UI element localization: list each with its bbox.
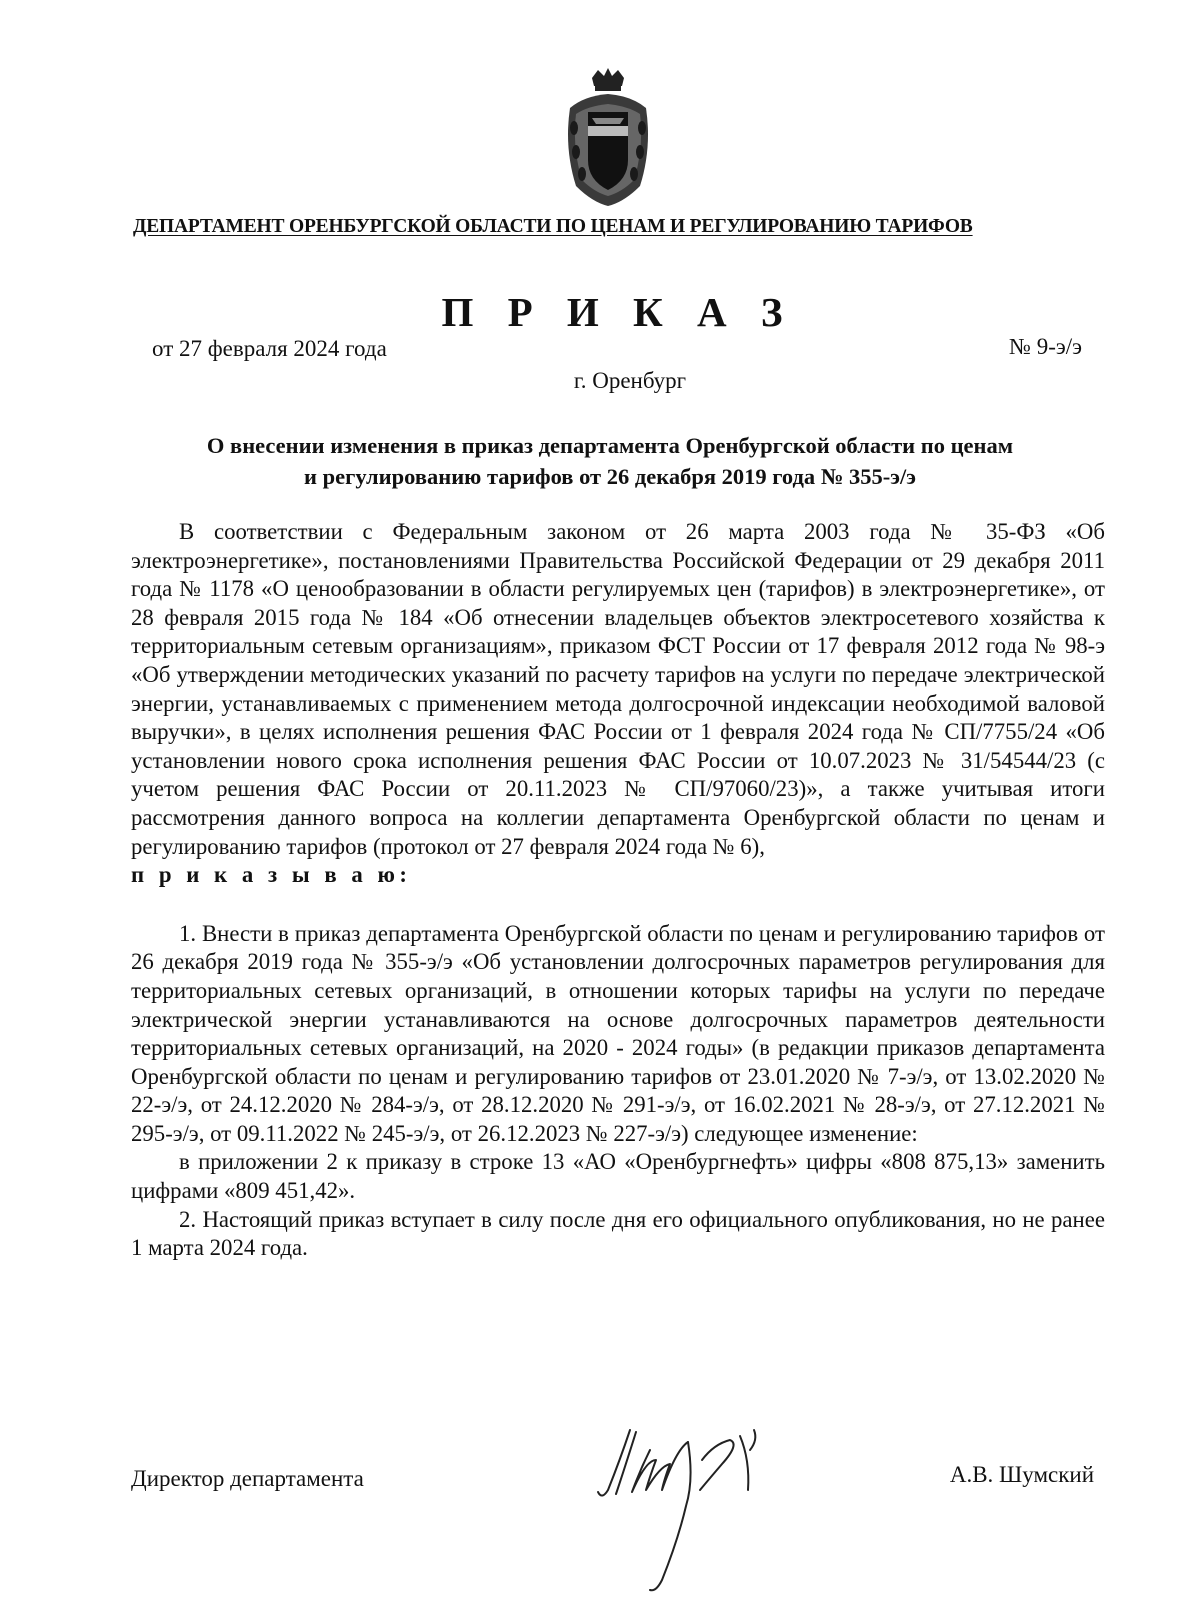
preamble-text: В соответствии с Федеральным законом от 26 марта 2003 года № 35-ФЗ «Об электроэнергетике», постановлениями Правительства Российской Федерации от 29 декабря 2011 года № 1178 «О ценообразовании в области регулируемых цен (тарифов) в электроэнергетике», от 28 февраля 2015 года № 184 «Об отнесении владельцев объектов электросетевого хозяйства к территориальным сетевым организациям», приказом ФСТ России от 17 февраля 2012 года № 98-э «Об утверждении методических указаний по расчету тарифов на услуги по передаче электрической энергии, устанавливаемых с применением метода долгосрочной индексации необходимой валовой выручки», в целях исполнения решения ФАС России от 1 февраля 2024 года № СП/7755/24 «Об установлении нового срока исполнения решения ФАС России от 10.07.2023 № 31/54544/23 (с учетом решения ФАС России от 20.11.2023 № СП/97060/23)», а также учитывая итоги рассмотрения данного вопроса на коллегии департамента Оренбургской области по ценам и регулированию тарифов (протокол от 27 февраля 2024 года № 6),	[131, 519, 1105, 859]
signer-name: А.В. Шумский	[949, 1462, 1094, 1487]
department-name: ДЕПАРТАМЕНТ ОРЕНБУРГСКОЙ ОБЛАСТИ ПО ЦЕНАМ И РЕГУЛИРОВАНИЮ ТАРИФОВ	[133, 216, 973, 237]
signer-position: Директор департамента	[131, 1466, 364, 1491]
document-title: П Р И К А З	[441, 289, 795, 335]
order-body	[131, 518, 1105, 1263]
order-date: от 27 февраля 2024 года	[152, 336, 387, 361]
order-number: № 9-э/э	[1009, 334, 1082, 359]
order-subject	[120, 430, 1100, 492]
item-1-paragraph: 1. Внести в приказ департамента Оренбургской области по ценам и регулированию тарифов от 26 декабря 2019 года № 355-э/э «Об установлении долгосрочных параметров регулирования для территориальных сетевых организаций, в отношении которых тарифы на услуги по передаче электрической энергии устанавливаются на основе долгосрочных параметров деятельности территориальных сетевых организаций, на 2020 - 2024 годы» (в редакции приказов департамента Оренбургской области по ценам и регулированию тарифов от 23.01.2020 № 7-э/э, от 13.02.2020 № 22-э/э, от 24.12.2020 № 284-э/э, от 28.12.2020 № 291-э/э, от 16.02.2021 № 28-э/э, от 27.12.2021 № 295-э/э, от 09.11.2022 № 245-э/э, от 26.12.2023 № 227-э/э) следующее изменение:	[131, 920, 1105, 1146]
subject-line-2: и регулированию тарифов от 26 декабря 2019 года № 355-э/э	[304, 464, 916, 489]
preamble-paragraph	[131, 518, 1105, 890]
item-1-detail-paragraph: в приложении 2 к приказу в строке 13 «АО «Оренбургнефть» цифры «808 875,13» заменить цифрами «809 451,42».	[131, 1149, 1105, 1204]
order-city: г. Оренбург	[573, 368, 687, 393]
decree-word: п р и к а з ы в а ю:	[131, 862, 412, 888]
handwritten-signature-icon	[590, 1420, 790, 1595]
item-2-paragraph: 2. Настоящий приказ вступает в силу после дня его официального опубликования, но не ранее 1 марта 2024 года.	[131, 1206, 1105, 1261]
subject-line-1: О внесении изменения в приказ департамента Оренбургской области по ценам	[206, 433, 1014, 458]
coat-of-arms-icon	[562, 68, 654, 208]
